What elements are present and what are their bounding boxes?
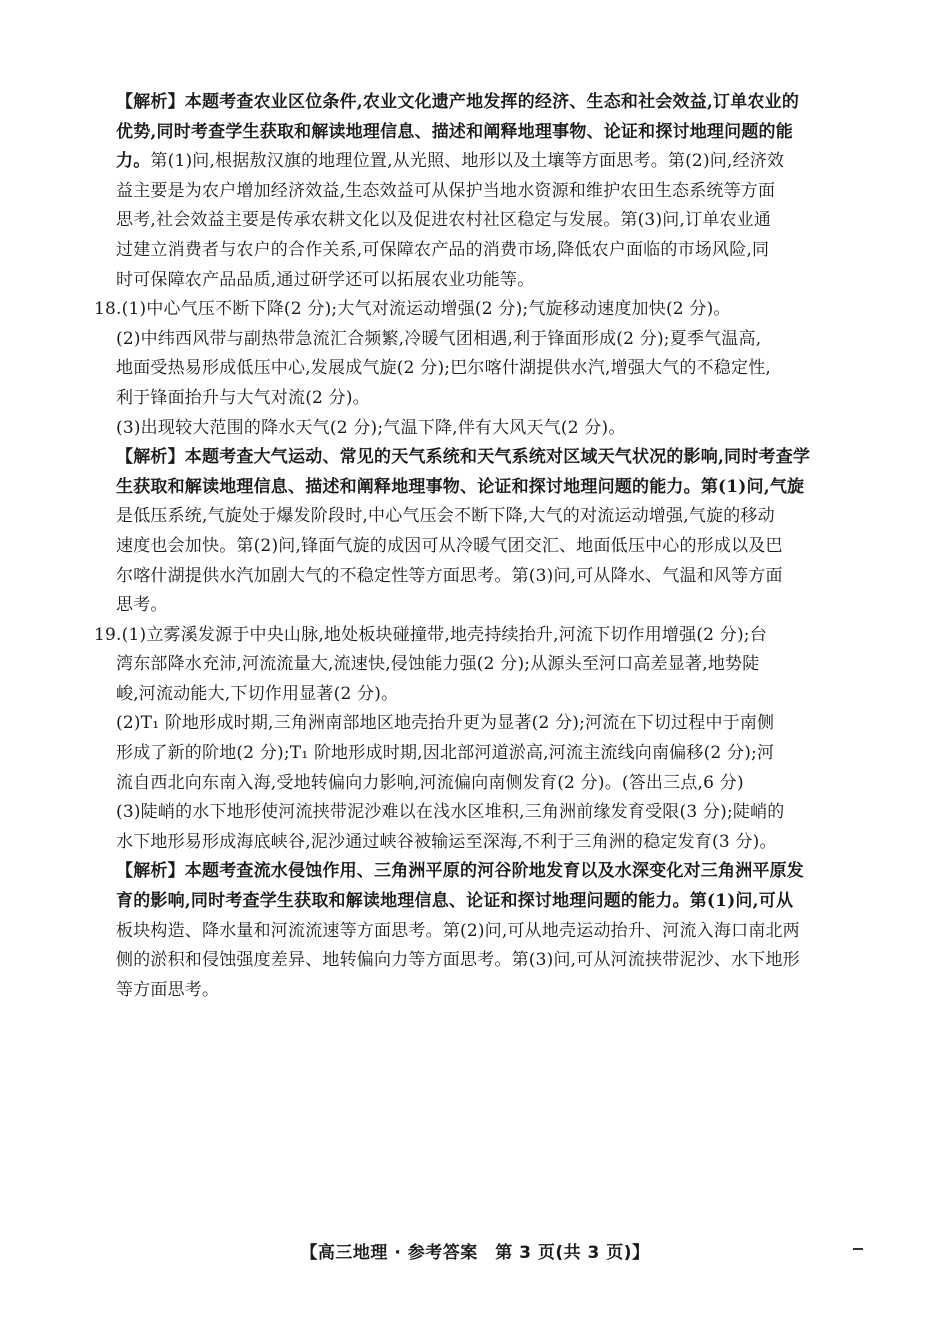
text-line xyxy=(94,502,864,532)
text-line xyxy=(94,976,864,1006)
text-line xyxy=(94,443,864,473)
line-text: 峻,河流动能大,下切作用显著(2 分)。 xyxy=(116,683,399,704)
text-line xyxy=(94,325,864,355)
line-text: 思考。 xyxy=(116,595,168,616)
text-line xyxy=(94,917,864,947)
line-text: 【解析】本题考查农业区位条件,农业文化遗产地发挥的经济、生态和社会效益,订单农业的 xyxy=(116,92,800,112)
text-line xyxy=(94,473,864,503)
line-text: 过建立消费者与农户的合作关系,可保障农产品的消费市场,降低农户面临的市场风险,同 xyxy=(116,239,770,260)
line-text: 第(1)问,根据敖汉旗的地理位置,从光照、地形以及土壤等方面思考。第(2)问,经济效 xyxy=(150,151,785,172)
line-text: 18.(1)中心气压不断下降(2 分);大气对流运动增强(2 分);气旋移动速度加快(2 分)。 xyxy=(94,299,731,320)
bold-prefix: 生获取和解读地理信息、描述和阐释地理事物、论证和探讨地理问题的能力。 xyxy=(116,476,701,497)
text-line xyxy=(94,562,864,592)
text-line xyxy=(94,680,864,710)
line-text: 速度也会加快。第(2)问,锋面气旋的成因可从冷暖气团交汇、地面低压中心的形成以及巴 xyxy=(116,535,783,556)
line-text: 益主要是为农户增加经济效益,生态效益可从保护当地水资源和维护农田生态系统等方面 xyxy=(116,180,776,201)
line-text: 第(1)问,气旋 xyxy=(700,476,805,497)
text-line xyxy=(94,828,864,858)
text-line xyxy=(94,88,864,118)
text-line xyxy=(94,147,864,177)
text-line xyxy=(94,354,864,384)
text-line xyxy=(94,798,864,828)
text-line xyxy=(94,118,864,148)
line-text: 【解析】本题考查大气运动、常见的天气系统和天气系统对区域天气状况的影响,同时考查学 xyxy=(116,447,811,468)
bold-prefix: 力。 xyxy=(116,151,151,172)
line-text: 是低压系统,气旋处于爆发阶段时,中心气压会不断下降,大气的对流运动增强,气旋的移动 xyxy=(116,506,775,527)
line-text: 尔喀什湖提供水汽加剧大气的不稳定性等方面思考。第(3)问,可从降水、气温和风等方面 xyxy=(116,565,783,586)
line-text: 流自西北向东南入海,受地转偏向力影响,河流偏向南侧发育(2 分)。(答出三点,6 分) xyxy=(116,772,744,793)
line-text: (2)中纬西风带与副热带急流汇合频繁,冷暖气团相遇,利于锋面形成(2 分);夏季气温高, xyxy=(116,328,762,349)
text-line xyxy=(94,414,864,444)
text-line xyxy=(94,206,864,236)
line-text: 利于锋面抬升与大气对流(2 分)。 xyxy=(116,387,370,408)
line-text: 形成了新的阶地(2 分);T₁ 阶地形成时期,因北部河道淤高,河流主流线向南偏移(2 分);河 xyxy=(116,743,775,764)
line-text: (2)T₁ 阶地形成时期,三角洲南部地区地壳抬升更为显著(2 分);河流在下切过程中于南侧 xyxy=(116,713,775,734)
text-line xyxy=(94,946,864,976)
text-line xyxy=(94,591,864,621)
answer-content xyxy=(94,88,864,1005)
line-text: 时可保障农产品品质,通过研学还可以拓展农业功能等。 xyxy=(116,269,535,290)
line-text: (3)出现较大范围的降水天气(2 分);气温下降,伴有大风天气(2 分)。 xyxy=(116,417,626,438)
bold-prefix: 育的影响,同时考查学生获取和解读地理信息、论证和探讨地理问题的能力。 xyxy=(116,891,690,912)
line-text: 【解析】本题考查流水侵蚀作用、三角洲平原的河谷阶地发育以及水深变化对三角洲平原发 xyxy=(116,861,804,882)
line-text: (3)陡峭的水下地形使河流挟带泥沙难以在浅水区堆积,三角洲前缘发育受限(3 分);陡峭的 xyxy=(116,802,785,823)
line-text: 水下地形易形成海底峡谷,泥沙通过峡谷被输运至深海,不利于三角洲的稳定发育(3 分)。 xyxy=(116,831,777,852)
text-line xyxy=(94,709,864,739)
text-line xyxy=(94,739,864,769)
line-text: 19.(1)立雾溪发源于中央山脉,地处板块碰撞带,地壳持续抬升,河流下切作用增强(2 分);台 xyxy=(94,624,767,645)
text-line xyxy=(94,266,864,296)
line-text: 思考,社会效益主要是传承农耕文化以及促进农村社区稳定与发展。第(3)问,订单农业通 xyxy=(116,210,772,231)
text-line xyxy=(94,650,864,680)
text-line xyxy=(94,295,864,325)
text-line xyxy=(94,769,864,799)
corner-mark xyxy=(853,1248,863,1250)
text-line xyxy=(94,236,864,266)
page-footer: 【高三地理 · 参考答案 第 3 页(共 3 页)】 xyxy=(300,1243,650,1263)
text-line xyxy=(94,532,864,562)
text-line xyxy=(94,857,864,887)
line-text: 等方面思考。 xyxy=(116,979,220,1000)
text-line xyxy=(94,621,864,651)
line-text: 板块构造、降水量和河流流速等方面思考。第(2)问,可从地壳运动抬升、河流入海口南北两 xyxy=(116,920,800,941)
line-text: 湾东部降水充沛,河流流量大,流速快,侵蚀能力强(2 分);从源头至河口高差显著,地势陡 xyxy=(116,654,760,675)
text-line xyxy=(94,887,864,917)
line-text: 地面受热易形成低压中心,发展成气旋(2 分);巴尔喀什湖提供水汽,增强大气的不稳定性, xyxy=(116,358,772,379)
line-text: 第(1)问,可从 xyxy=(689,891,794,912)
text-line xyxy=(94,384,864,414)
line-text: 优势,同时考查学生获取和解读地理信息、描述和阐释地理事物、论证和探讨地理问题的能 xyxy=(116,121,793,142)
text-line xyxy=(94,177,864,207)
line-text: 侧的淤积和侵蚀强度差异、地转偏向力等方面思考。第(3)问,可从河流挟带泥沙、水下地形 xyxy=(116,950,800,971)
